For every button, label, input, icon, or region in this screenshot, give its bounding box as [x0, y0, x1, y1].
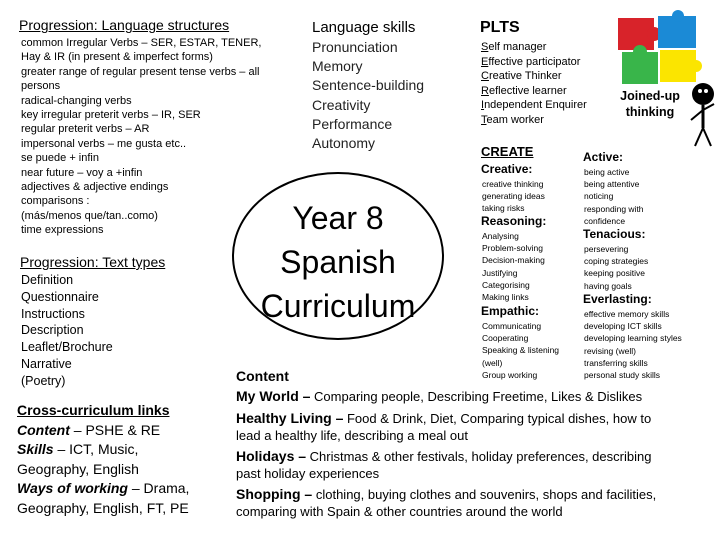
- list-item: radical-changing verbs: [21, 94, 132, 107]
- list-item: (well): [482, 357, 503, 368]
- text-types-heading: Progression: Text types: [20, 254, 166, 270]
- creative-list: [482, 178, 545, 215]
- content-topic-title: My World –: [236, 388, 311, 404]
- list-item: taking risks: [482, 203, 525, 214]
- list-item: Pronunciation: [312, 39, 398, 55]
- list-item: regular preterit verbs – AR: [21, 123, 150, 136]
- list-item: Analysing: [482, 231, 519, 241]
- list-item: Categorising: [482, 279, 530, 290]
- text-types-list: [21, 272, 113, 390]
- list-item: Group working: [482, 369, 538, 380]
- list-item: Decision-making: [482, 255, 545, 266]
- active-label: Active:: [583, 150, 624, 164]
- reasoning-list: [482, 230, 545, 303]
- create-heading: CREATE: [481, 144, 534, 159]
- list-item: developing ICT skills: [584, 321, 662, 332]
- cc-skills-value: – ICT, Music,: [57, 441, 139, 458]
- list-item: Sentence-building: [312, 77, 425, 94]
- list-item: Leaflet/Brochure: [21, 340, 113, 355]
- joined-up-caption: [612, 88, 688, 120]
- cc-ways-label: Ways of working: [17, 480, 128, 497]
- list-item: creative thinking: [482, 179, 544, 189]
- list-item: Reflective learner: [481, 84, 567, 97]
- list-item: revising (well): [584, 345, 636, 356]
- list-item: Communicating: [482, 321, 542, 331]
- puzzle-blue-knob: [672, 10, 684, 22]
- list-item: responding with: [584, 203, 644, 214]
- title-line-1: Year 8: [292, 200, 384, 236]
- list-item: Instructions: [21, 306, 85, 321]
- list-item: adjectives & adjective endings: [21, 181, 169, 194]
- language-skills-heading: Language skills: [312, 19, 416, 36]
- content-topic-line: [236, 448, 651, 464]
- title-line-2: Spanish: [280, 244, 396, 280]
- list-item: persevering: [584, 244, 629, 254]
- list-item: Effective participator: [481, 55, 581, 68]
- list-item: Memory: [312, 58, 363, 75]
- cross-curricular-heading: Cross-curriculum links: [17, 402, 170, 418]
- list-item: coping strategies: [584, 256, 649, 267]
- list-item: Hay & IR (in present & imperfect forms): [21, 51, 213, 64]
- list-item: Questionnaire: [21, 289, 99, 304]
- list-item: Justifying: [482, 267, 518, 278]
- content-topic-line: [236, 486, 656, 502]
- list-item: time expressions: [21, 224, 104, 237]
- list-item: being attentive: [584, 179, 640, 190]
- cc-content-value: – PSHE & RE: [73, 421, 161, 438]
- everlasting-list: [584, 308, 682, 381]
- list-item: common Irregular Verbs – SER, ESTAR, TENER,: [21, 37, 262, 49]
- plts-heading: PLTS: [480, 19, 520, 36]
- creative-label: Creative:: [481, 162, 533, 176]
- content-heading: Content: [236, 368, 289, 384]
- language-structures-heading: Progression: Language structures: [19, 17, 230, 33]
- list-item: keeping positive: [584, 268, 645, 279]
- reasoning-label: Reasoning:: [481, 214, 547, 228]
- list-item: Team worker: [481, 113, 544, 126]
- content-topic-title: Healthy Living –: [236, 410, 344, 426]
- list-item: se puede + infin: [21, 152, 99, 165]
- cc-ways-value: – Drama,: [131, 480, 190, 497]
- content-topic: [236, 410, 651, 443]
- list-item: Narrative: [21, 356, 72, 371]
- list-item: Autonomy: [312, 135, 376, 152]
- list-item: comparisons :: [21, 195, 90, 208]
- list-item: (más/menos que/tan..como): [21, 209, 158, 222]
- content-topic-text: Christmas & other festivals, holiday preferences, describing: [309, 449, 652, 464]
- joined-up-line-2: thinking: [625, 105, 675, 119]
- list-item: developing learning styles: [584, 333, 682, 344]
- puzzle-green-knob: [633, 45, 647, 59]
- list-item: Self manager: [481, 41, 547, 53]
- title-line-3: Curriculum: [260, 288, 416, 324]
- list-item: effective memory skills: [584, 309, 670, 319]
- list-item: Definition: [21, 273, 74, 287]
- list-item: Cooperating: [482, 333, 529, 344]
- active-list: [584, 166, 644, 227]
- content-topic-title: Shopping –: [236, 486, 313, 502]
- content-topic-line: [236, 410, 651, 426]
- list-item: being active: [584, 167, 630, 177]
- cc-skills-cont: Geography, English: [17, 460, 139, 477]
- joined-up-line-1: Joined-up: [620, 89, 680, 103]
- everlasting-label: Everlasting:: [583, 292, 652, 306]
- list-item: impersonal verbs – me gusta etc..: [21, 137, 187, 150]
- cc-ways-cont: Geography, English, FT, PE: [17, 499, 189, 516]
- list-item: Description: [21, 323, 84, 338]
- puzzle-pieces-icon: [612, 10, 712, 88]
- content-topic: [236, 448, 651, 481]
- list-item: key irregular preterit verbs – IR, SER: [21, 109, 201, 122]
- list-item: transferring skills: [584, 357, 648, 368]
- list-item: Creative Thinker: [481, 70, 562, 82]
- empathic-list: [482, 320, 559, 381]
- empathic-label: Empathic:: [481, 304, 540, 318]
- list-item: Performance: [312, 115, 393, 132]
- list-item: near future – voy a +infin: [21, 166, 143, 179]
- cross-curricular-section: [17, 401, 189, 519]
- language-structures-list: [21, 36, 261, 238]
- list-item: confidence: [584, 215, 626, 226]
- list-item: Making links: [482, 292, 529, 303]
- puzzle-yellow-knob: [690, 60, 702, 72]
- content-topic-cont: lead a healthy life, describing a meal out: [236, 428, 468, 443]
- list-item: Creativity: [312, 96, 371, 113]
- list-item: (Poetry): [21, 373, 66, 388]
- list-item: Problem-solving: [482, 243, 543, 254]
- list-item: noticing: [584, 191, 614, 202]
- content-topic-cont: comparing with Spain & other countries around the world: [236, 504, 563, 519]
- content-topic-line: [236, 388, 642, 404]
- language-skills-list: [312, 38, 424, 153]
- content-topic-title: Holidays –: [236, 448, 307, 464]
- plts-list: [481, 40, 587, 127]
- content-topic-text: Comparing people, Describing Freetime, Likes & Dislikes: [314, 389, 643, 404]
- list-item: greater range of regular present tense verbs – all: [21, 65, 260, 78]
- list-item: persons: [21, 80, 61, 93]
- list-item: Independent Enquirer: [481, 99, 587, 111]
- list-item: generating ideas: [482, 191, 545, 202]
- content-topic-text: clothing, buying clothes and souvenirs, shops and facilities,: [315, 487, 657, 502]
- figure-icon: [686, 80, 716, 150]
- cc-content-label: Content: [17, 421, 70, 438]
- content-topic: [236, 388, 642, 404]
- tenacious-label: Tenacious:: [583, 227, 646, 241]
- list-item: having goals: [584, 280, 632, 291]
- content-topic-text: Food & Drink, Diet, Comparing typical dishes, how to: [346, 411, 652, 426]
- content-topic-cont: past holiday experiences: [236, 466, 380, 481]
- list-item: personal study skills: [584, 370, 661, 381]
- list-item: Speaking & listening: [482, 345, 560, 356]
- cc-skills-label: Skills: [17, 441, 54, 458]
- content-topic: [236, 486, 656, 519]
- tenacious-list: [584, 243, 648, 292]
